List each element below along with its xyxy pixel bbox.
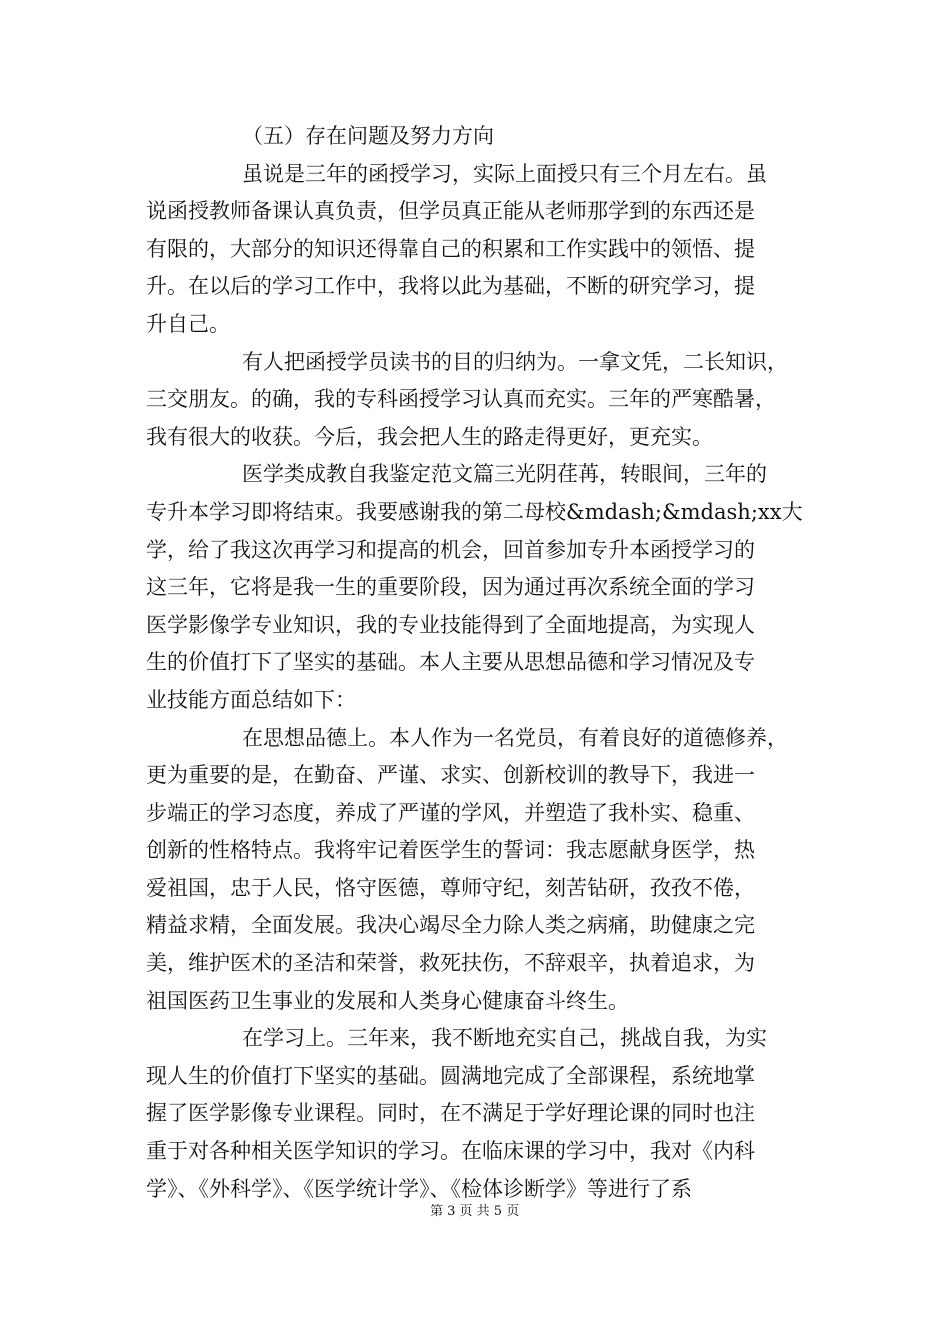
text-line: 升。在以后的学习工作中，我将以此为基础，不断的研究学习，提 — [146, 274, 755, 299]
text-line: 精益求精，全面发展。我决心竭尽全力除人类之病痛，助健康之完 — [146, 913, 755, 938]
text-line: 爱祖国，忠于人民，恪守医德，尊师守纪，刻苦钻研，孜孜不倦， — [146, 875, 755, 900]
text-line: （五）存在问题及努力方向 — [242, 124, 494, 148]
text-line: 步端正的学习态度，养成了严谨的学风，并塑造了我朴实、稳重、 — [146, 800, 755, 825]
text-line: 说函授教师备课认真负责，但学员真正能从老师那学到的东西还是 — [146, 199, 755, 224]
text-line: 医学类成教自我鉴定范文篇三光阴荏苒，转眼间，三年的 — [242, 462, 767, 487]
text-line: 这三年，它将是我一生的重要阶段，因为通过再次系统全面的学习 — [146, 575, 755, 600]
text-line: 现人生的价值打下坚实的基础。圆满地完成了全部课程，系统地掌 — [146, 1063, 755, 1088]
text-line: 在学习上。三年来，我不断地充实自己，挑战自我，为实 — [242, 1026, 767, 1051]
body-text — [146, 118, 810, 1208]
text-line: 美，维护医术的圣洁和荣誉，救死扶伤，不辞艰辛，执着追求，为 — [146, 951, 755, 976]
text-line: 三交朋友。的确，我的专科函授学习认真而充实。三年的严寒酷暑， — [146, 387, 776, 412]
text-line: 更为重要的是，在勤奋、严谨、求实、创新校训的教导下，我进一 — [146, 763, 755, 788]
text-line: 学，给了我这次再学习和提高的机会，回首参加专升本函授学习的 — [146, 537, 755, 562]
text-line: 祖国医药卫生事业的发展和人类身心健康奋斗终生。 — [146, 988, 629, 1013]
text-line: 虽说是三年的函授学习，实际上面授只有三个月左右。虽 — [242, 161, 767, 186]
text-line: 有人把函授学员读书的目的归纳为。一拿文凭，二长知识， — [242, 349, 788, 374]
text-line: 学》、《外科学》、《医学统计学》、《检体诊断学》等进行了系 — [146, 1176, 692, 1201]
text-line: 创新的性格特点。我将牢记着医学生的誓词：我志愿献身医学，热 — [146, 838, 755, 863]
text-line: 重于对各种相关医学知识的学习。在临床课的学习中，我对《内科 — [146, 1139, 755, 1164]
text-line: 生的价值打下了坚实的基础。本人主要从思想品德和学习情况及专 — [146, 650, 755, 675]
text-line: 业技能方面总结如下： — [146, 687, 356, 712]
page-number: 第 3 页 共 5 页 — [430, 1204, 520, 1219]
text-line: 医学影像学专业知识，我的专业技能得到了全面地提高，为实现人 — [146, 612, 755, 637]
text-line: 有限的，大部分的知识还得靠自己的积累和工作实践中的领悟、提 — [146, 236, 755, 261]
text-line: 握了医学影像专业课程。同时，在不满足于学好理论课的同时也注 — [146, 1101, 755, 1126]
text-line: 在思想品德上。本人作为一名党员，有着良好的道德修养， — [242, 725, 788, 750]
text-line: 升自己。 — [146, 311, 230, 336]
text-line: 我有很大的收获。今后，我会把人生的路走得更好，更充实。 — [146, 424, 713, 449]
text-line: 专升本学习即将结束。我要感谢我的第二母校&mdash;&mdash;xx大 — [146, 499, 803, 524]
page-number-footer — [0, 1203, 950, 1221]
